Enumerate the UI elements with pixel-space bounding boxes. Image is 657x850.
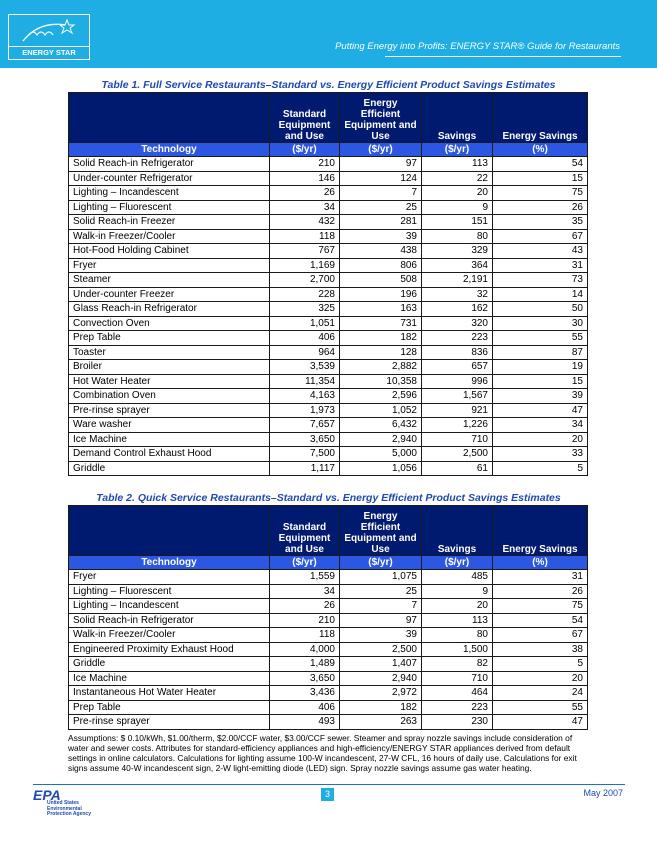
table-row: [69, 360, 588, 375]
table-row: [69, 700, 588, 715]
savings-cell: 113: [422, 613, 493, 628]
efficient-cost-cell: 7: [340, 599, 422, 614]
standard-cost-cell: 325: [270, 302, 340, 317]
energy-savings-cell: 38: [493, 642, 588, 657]
standard-cost-cell: 228: [270, 287, 340, 302]
standard-cost-cell: 3,650: [270, 432, 340, 447]
table2-header-row: [69, 506, 588, 556]
table1-unit: ($/yr): [340, 143, 422, 157]
energy-savings-cell: 73: [493, 273, 588, 288]
table-row: [69, 287, 588, 302]
technology-cell: Fryer: [69, 570, 270, 585]
technology-cell: Steamer: [69, 273, 270, 288]
technology-cell: Prep Table: [69, 331, 270, 346]
standard-cost-cell: 3,650: [270, 671, 340, 686]
table-row: [69, 389, 588, 404]
table1-caption: Table 1. Full Service Restaurants–Standard vs. Energy Efficient Product Savings Estimates: [101, 79, 556, 91]
table1-header-blank: [69, 93, 270, 143]
technology-cell: Griddle: [69, 657, 270, 672]
efficient-cost-cell: 2,596: [340, 389, 422, 404]
energy-savings-cell: 47: [493, 715, 588, 730]
running-head: Putting Energy into Profits: ENERGY STAR® Guide for Restaurants: [335, 41, 620, 52]
technology-cell: Walk-in Freezer/Cooler: [69, 229, 270, 244]
energy-savings-cell: 54: [493, 613, 588, 628]
table1-header-energy-savings: Energy Savings: [493, 93, 588, 143]
energy-savings-cell: 87: [493, 345, 588, 360]
technology-cell: Solid Reach-in Refrigerator: [69, 157, 270, 172]
technology-cell: Demand Control Exhaust Hood: [69, 447, 270, 462]
table-row: [69, 186, 588, 201]
table-row: [69, 613, 588, 628]
efficient-cost-cell: 2,500: [340, 642, 422, 657]
efficient-cost-cell: 2,940: [340, 671, 422, 686]
table2-header-standard: Standard Equipment and Use: [270, 506, 340, 556]
table-row: [69, 418, 588, 433]
standard-cost-cell: 4,163: [270, 389, 340, 404]
energy-star-script-icon: [19, 17, 79, 47]
energy-savings-cell: 55: [493, 700, 588, 715]
table-row: [69, 345, 588, 360]
energy-savings-cell: 31: [493, 570, 588, 585]
standard-cost-cell: 210: [270, 613, 340, 628]
logo-wordmark: ENERGY STAR: [9, 46, 89, 59]
standard-cost-cell: 210: [270, 157, 340, 172]
table-row: [69, 461, 588, 476]
table1-header-row: [69, 93, 588, 143]
savings-cell: 151: [422, 215, 493, 230]
energy-savings-cell: 5: [493, 657, 588, 672]
standard-cost-cell: 1,559: [270, 570, 340, 585]
table-row: [69, 229, 588, 244]
savings-cell: 230: [422, 715, 493, 730]
efficient-cost-cell: 128: [340, 345, 422, 360]
savings-cell: 223: [422, 700, 493, 715]
standard-cost-cell: 1,489: [270, 657, 340, 672]
savings-cell: 921: [422, 403, 493, 418]
energy-savings-cell: 5: [493, 461, 588, 476]
savings-cell: 1,567: [422, 389, 493, 404]
standard-cost-cell: 34: [270, 200, 340, 215]
table2-units-row: [69, 556, 588, 570]
standard-cost-cell: 7,657: [270, 418, 340, 433]
standard-cost-cell: 1,973: [270, 403, 340, 418]
savings-cell: 2,500: [422, 447, 493, 462]
standard-cost-cell: 432: [270, 215, 340, 230]
technology-cell: Instantaneous Hot Water Heater: [69, 686, 270, 701]
technology-cell: Lighting – Incandescent: [69, 599, 270, 614]
technology-cell: Lighting – Fluorescent: [69, 200, 270, 215]
table2-header-savings: Savings: [422, 506, 493, 556]
table1-header-technology: Technology: [69, 143, 270, 157]
standard-cost-cell: 3,539: [270, 360, 340, 375]
table-row: [69, 671, 588, 686]
epa-logo: [33, 787, 95, 817]
publication-date: May 2007: [583, 788, 623, 798]
technology-cell: Ice Machine: [69, 671, 270, 686]
technology-cell: Engineered Proximity Exhaust Hood: [69, 642, 270, 657]
efficient-cost-cell: 97: [340, 613, 422, 628]
table1-header-efficient: Energy Efficient Equipment and Use: [340, 93, 422, 143]
efficient-cost-cell: 263: [340, 715, 422, 730]
efficient-cost-cell: 2,940: [340, 432, 422, 447]
standard-cost-cell: 118: [270, 229, 340, 244]
table1-header-standard: Standard Equipment and Use: [270, 93, 340, 143]
table-row: [69, 432, 588, 447]
technology-cell: Under-counter Freezer: [69, 287, 270, 302]
table2-header-efficient: Energy Efficient Equipment and Use: [340, 506, 422, 556]
technology-cell: Hot Water Heater: [69, 374, 270, 389]
technology-cell: Ice Machine: [69, 432, 270, 447]
savings-cell: 20: [422, 186, 493, 201]
header-band: [0, 0, 657, 68]
energy-savings-cell: 67: [493, 229, 588, 244]
standard-cost-cell: 4,000: [270, 642, 340, 657]
table2-header-blank: [69, 506, 270, 556]
energy-savings-cell: 67: [493, 628, 588, 643]
efficient-cost-cell: 182: [340, 331, 422, 346]
standard-cost-cell: 7,500: [270, 447, 340, 462]
table1-unit: ($/yr): [422, 143, 493, 157]
efficient-cost-cell: 196: [340, 287, 422, 302]
table2-unit: ($/yr): [270, 556, 340, 570]
standard-cost-cell: 26: [270, 186, 340, 201]
savings-cell: 223: [422, 331, 493, 346]
assumptions-note: Assumptions: $ 0.10/kWh, $1.00/therm, $2.00/CCF water, $3.00/CCF sewer. Steamer and spray nozzle savings include consideration of water and sewer costs. Attributes for standard-efficiency appliances and high-efficiency/ENERGY STAR appliances derived from default settings in online calculators. Calculations for lighting assume 100-W incandescent, 27-W CFL, 16 hours of daily use. Calculations for exit signs assume 40-W incandescent sign, 2-W light-emitting diode (LED) sign. Spray nozzle savings assume gas water heating.: [68, 733, 577, 773]
standard-cost-cell: 34: [270, 584, 340, 599]
header-rule: [385, 56, 621, 57]
savings-cell: 657: [422, 360, 493, 375]
energy-savings-cell: 26: [493, 200, 588, 215]
technology-cell: Griddle: [69, 461, 270, 476]
table-row: [69, 403, 588, 418]
efficient-cost-cell: 806: [340, 258, 422, 273]
technology-cell: Lighting – Fluorescent: [69, 584, 270, 599]
energy-savings-cell: 20: [493, 432, 588, 447]
savings-cell: 9: [422, 584, 493, 599]
savings-cell: 113: [422, 157, 493, 172]
table2-header-energy-savings: Energy Savings: [493, 506, 588, 556]
savings-cell: 61: [422, 461, 493, 476]
table-row: [69, 244, 588, 259]
energy-savings-cell: 26: [493, 584, 588, 599]
technology-cell: Solid Reach-in Freezer: [69, 215, 270, 230]
energy-savings-cell: 15: [493, 374, 588, 389]
table-row: [69, 171, 588, 186]
table1-unit-pct: (%): [493, 143, 588, 157]
standard-cost-cell: 2,700: [270, 273, 340, 288]
table-row: [69, 628, 588, 643]
efficient-cost-cell: 281: [340, 215, 422, 230]
technology-cell: Walk-in Freezer/Cooler: [69, 628, 270, 643]
efficient-cost-cell: 163: [340, 302, 422, 317]
energy-savings-cell: 15: [493, 171, 588, 186]
energy-savings-cell: 14: [493, 287, 588, 302]
energy-savings-cell: 43: [493, 244, 588, 259]
energy-savings-cell: 34: [493, 418, 588, 433]
standard-cost-cell: 406: [270, 331, 340, 346]
table-row: [69, 642, 588, 657]
energy-savings-cell: 31: [493, 258, 588, 273]
efficient-cost-cell: 124: [340, 171, 422, 186]
standard-cost-cell: 146: [270, 171, 340, 186]
standard-cost-cell: 1,117: [270, 461, 340, 476]
savings-cell: 80: [422, 628, 493, 643]
table2-unit: ($/yr): [340, 556, 422, 570]
standard-cost-cell: 1,051: [270, 316, 340, 331]
energy-savings-cell: 19: [493, 360, 588, 375]
technology-cell: Combination Oven: [69, 389, 270, 404]
table-row: [69, 273, 588, 288]
savings-cell: 364: [422, 258, 493, 273]
technology-cell: Pre-rinse sprayer: [69, 403, 270, 418]
energy-savings-cell: 54: [493, 157, 588, 172]
table-row: [69, 215, 588, 230]
efficient-cost-cell: 39: [340, 628, 422, 643]
efficient-cost-cell: 25: [340, 584, 422, 599]
savings-cell: 162: [422, 302, 493, 317]
table-row: [69, 331, 588, 346]
energy-savings-cell: 24: [493, 686, 588, 701]
savings-cell: 20: [422, 599, 493, 614]
energy-star-logo: [8, 14, 90, 60]
savings-cell: 2,191: [422, 273, 493, 288]
energy-savings-cell: 39: [493, 389, 588, 404]
savings-cell: 9: [422, 200, 493, 215]
energy-savings-cell: 35: [493, 215, 588, 230]
savings-cell: 1,226: [422, 418, 493, 433]
savings-cell: 320: [422, 316, 493, 331]
table-row: [69, 686, 588, 701]
efficient-cost-cell: 731: [340, 316, 422, 331]
technology-cell: Under-counter Refrigerator: [69, 171, 270, 186]
technology-cell: Solid Reach-in Refrigerator: [69, 613, 270, 628]
efficient-cost-cell: 1,407: [340, 657, 422, 672]
efficient-cost-cell: 10,358: [340, 374, 422, 389]
table2: [68, 505, 588, 730]
savings-cell: 836: [422, 345, 493, 360]
table-row: [69, 715, 588, 730]
technology-cell: Lighting – Incandescent: [69, 186, 270, 201]
energy-savings-cell: 50: [493, 302, 588, 317]
savings-cell: 22: [422, 171, 493, 186]
table-row: [69, 200, 588, 215]
table2-unit-pct: (%): [493, 556, 588, 570]
epa-mark: EPA: [33, 787, 61, 803]
table-row: [69, 584, 588, 599]
standard-cost-cell: 767: [270, 244, 340, 259]
technology-cell: Fryer: [69, 258, 270, 273]
savings-cell: 329: [422, 244, 493, 259]
table-row: [69, 258, 588, 273]
technology-cell: Broiler: [69, 360, 270, 375]
technology-cell: Toaster: [69, 345, 270, 360]
technology-cell: Glass Reach-in Refrigerator: [69, 302, 270, 317]
savings-cell: 710: [422, 432, 493, 447]
standard-cost-cell: 406: [270, 700, 340, 715]
energy-savings-cell: 55: [493, 331, 588, 346]
savings-cell: 80: [422, 229, 493, 244]
efficient-cost-cell: 2,972: [340, 686, 422, 701]
table-row: [69, 157, 588, 172]
efficient-cost-cell: 438: [340, 244, 422, 259]
efficient-cost-cell: 2,882: [340, 360, 422, 375]
savings-cell: 32: [422, 287, 493, 302]
table-row: [69, 447, 588, 462]
standard-cost-cell: 11,354: [270, 374, 340, 389]
standard-cost-cell: 118: [270, 628, 340, 643]
table1: [68, 92, 588, 476]
table1-units-row: [69, 143, 588, 157]
efficient-cost-cell: 1,056: [340, 461, 422, 476]
technology-cell: Hot-Food Holding Cabinet: [69, 244, 270, 259]
standard-cost-cell: 3,436: [270, 686, 340, 701]
efficient-cost-cell: 7: [340, 186, 422, 201]
efficient-cost-cell: 182: [340, 700, 422, 715]
table-row: [69, 316, 588, 331]
page-number: 3: [321, 788, 334, 801]
standard-cost-cell: 964: [270, 345, 340, 360]
efficient-cost-cell: 5,000: [340, 447, 422, 462]
standard-cost-cell: 1,169: [270, 258, 340, 273]
savings-cell: 82: [422, 657, 493, 672]
savings-cell: 1,500: [422, 642, 493, 657]
efficient-cost-cell: 1,075: [340, 570, 422, 585]
table-row: [69, 570, 588, 585]
savings-cell: 710: [422, 671, 493, 686]
energy-savings-cell: 47: [493, 403, 588, 418]
efficient-cost-cell: 1,052: [340, 403, 422, 418]
energy-savings-cell: 20: [493, 671, 588, 686]
table-row: [69, 599, 588, 614]
footer-rule: [33, 784, 625, 785]
savings-cell: 996: [422, 374, 493, 389]
efficient-cost-cell: 97: [340, 157, 422, 172]
table2-header-technology: Technology: [69, 556, 270, 570]
table-row: [69, 302, 588, 317]
table-row: [69, 657, 588, 672]
table1-unit: ($/yr): [270, 143, 340, 157]
energy-savings-cell: 75: [493, 186, 588, 201]
efficient-cost-cell: 39: [340, 229, 422, 244]
technology-cell: Pre-rinse sprayer: [69, 715, 270, 730]
table2-caption: Table 2. Quick Service Restaurants–Standard vs. Energy Efficient Product Savings Estimates: [96, 492, 561, 504]
standard-cost-cell: 26: [270, 599, 340, 614]
technology-cell: Convection Oven: [69, 316, 270, 331]
energy-savings-cell: 75: [493, 599, 588, 614]
efficient-cost-cell: 6,432: [340, 418, 422, 433]
table-row: [69, 374, 588, 389]
efficient-cost-cell: 25: [340, 200, 422, 215]
savings-cell: 464: [422, 686, 493, 701]
savings-cell: 485: [422, 570, 493, 585]
table2-unit: ($/yr): [422, 556, 493, 570]
epa-agency-name: United States Environmental Protection Agency: [47, 800, 91, 817]
technology-cell: Prep Table: [69, 700, 270, 715]
energy-savings-cell: 33: [493, 447, 588, 462]
energy-savings-cell: 30: [493, 316, 588, 331]
efficient-cost-cell: 508: [340, 273, 422, 288]
technology-cell: Ware washer: [69, 418, 270, 433]
table1-header-savings: Savings: [422, 93, 493, 143]
standard-cost-cell: 493: [270, 715, 340, 730]
